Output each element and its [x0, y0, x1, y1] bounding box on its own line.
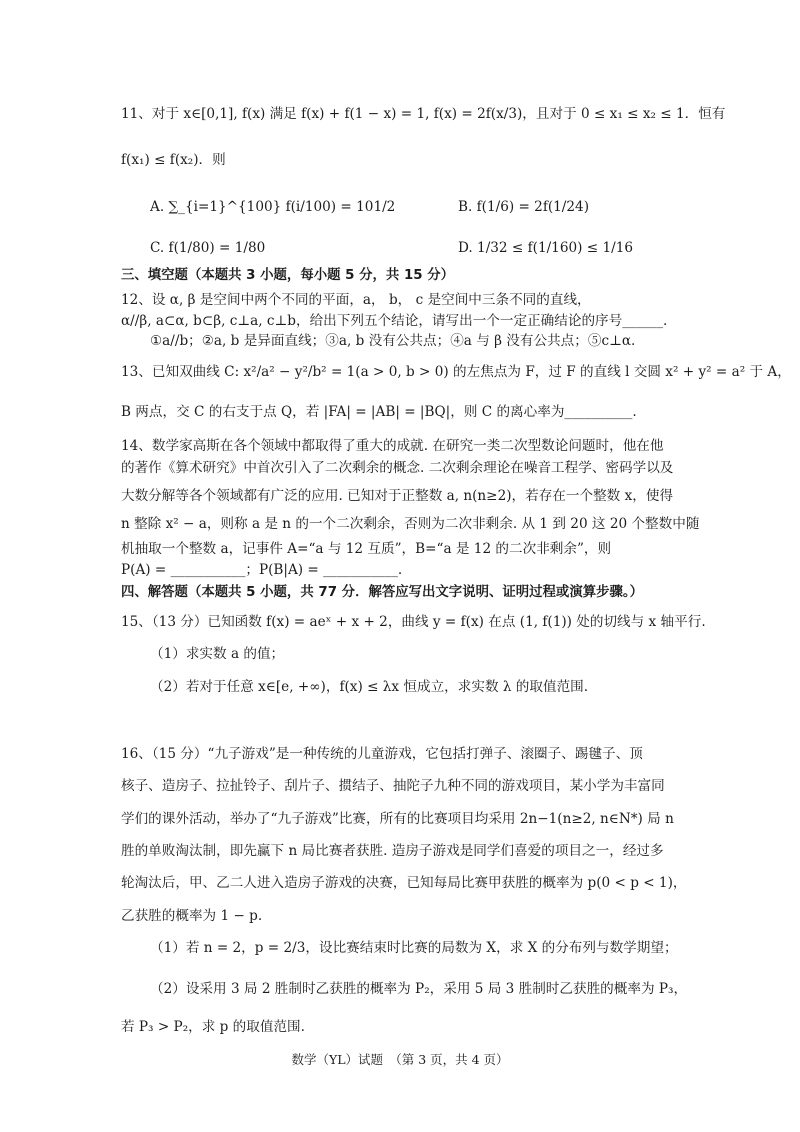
q15-stem: 15、（13 分）已知函数 f(x) = aeˣ + x + 2，曲线 y = f(x) 在点 (1, f(1)) 处的切线与 x 轴平行.: [121, 614, 706, 630]
q16-line4: 胜的单败淘汰制，即先赢下 n 局比赛者获胜. 造房子游戏是同学们喜爱的项目之一，经过多: [121, 843, 664, 859]
q13-line1: 13、已知双曲线 C: x²/a² − y²/b² = 1(a > 0, b > 0) 的左焦点为 F，过 F 的直线 l 交圆 x² + y² = a² 于 A，: [121, 364, 791, 380]
q11-stem-line1: 11、对于 x∈[0,1], f(x) 满足 f(x) + f(1 − x) = 1, f(x) = 2f(x/3)，且对于 0 ≤ x₁ ≤ x₂ ≤ 1．恒有: [121, 106, 726, 122]
q15-part1: （1）求实数 a 的值；: [150, 646, 285, 662]
page-footer: 数学（YL）试题 （第 3 页，共 4 页）: [291, 1052, 509, 1067]
q11-option-d: D. 1/32 ≤ f(1/160) ≤ 1/16: [458, 240, 633, 256]
q16-part2: （2）设采用 3 局 2 胜制时乙获胜的概率为 P₂，采用 5 局 3 胜制时乙获胜的概率为 P₃，: [150, 981, 688, 997]
q12-line2: α//β, a⊂α, b⊂β, c⊥a, c⊥b，给出下列五个结论，请写出一个一定正确结论的序号______.: [121, 313, 668, 329]
q14-line6: P(A) = ___________；P(B|A) = ___________.: [121, 562, 403, 578]
q14-line5: 机抽取一个整数 a，记事件 A=“a 与 12 互质”，B=“a 是 12 的二次非剩余”，则: [121, 541, 612, 557]
section-4-title: 四、解答题（本题共 5 小题，共 77 分．解答应写出文字说明、证明过程或演算步骤。）: [121, 585, 643, 600]
q16-line3: 学们的课外活动，举办了“九子游戏”比赛，所有的比赛项目均采用 2n−1(n≥2, n∈N*) 局 n: [121, 811, 674, 827]
q11-stem-line2: f(x₁) ≤ f(x₂)．则: [121, 152, 226, 168]
q11-option-c: C. f(1/80) = 1/80: [150, 240, 266, 256]
q11-option-a: A. ∑_{i=1}^{100} f(i/100) = 101/2: [150, 199, 396, 215]
q12-line3: ①a//b；②a, b 是异面直线；③a, b 没有公共点；④a 与 β 没有公共点；⑤c⊥α.: [150, 333, 636, 349]
q16-line2: 核子、造房子、拉扯铃子、刮片子、掼结子、抽陀子九种不同的游戏项目，某小学为丰富同: [121, 778, 665, 794]
q16-line5: 轮淘汰后，甲、乙二人进入造房子游戏的决赛，已知每局比赛甲获胜的概率为 p(0 < p < 1)，: [121, 875, 687, 891]
q16-part3: 若 P₃ > P₂，求 p 的取值范围.: [121, 1019, 305, 1035]
q16-part1: （1）若 n = 2，p = 2/3，设比赛结束时比赛的局数为 X，求 X 的分布列与数学期望；: [150, 940, 678, 956]
q16-line6: 乙获胜的概率为 1 − p.: [121, 908, 263, 924]
q12-line1: 12、设 α, β 是空间中两个不同的平面，a， b， c 是空间中三条不同的直线，: [121, 292, 591, 308]
q16-line1: 16、（15 分）“九子游戏”是一种传统的儿童游戏，它包括打弹子、滚圈子、踢毽子、顶: [121, 746, 643, 762]
q14-line4: n 整除 x² − a，则称 a 是 n 的一个二次剩余，否则为二次非剩余. 从 1 到 20 这 20 个整数中随: [121, 516, 700, 532]
q14-line1: 14、数学家高斯在各个领域中都取得了重大的成就. 在研究一类二次型数论问题时，他在他: [121, 438, 664, 454]
q14-line2: 的著作《算术研究》中首次引入了二次剩余的概念. 二次剩余理论在噪音工程学、密码学以及: [121, 460, 674, 476]
q11-option-b: B. f(1/6) = 2f(1/24): [458, 199, 589, 215]
q14-line3: 大数分解等各个领域都有广泛的应用. 已知对于正整数 a, n(n≥2)，若存在一个整数 x，使得: [121, 488, 674, 504]
q13-line2: B 两点，交 C 的右支于点 Q，若 |FA| = |AB| = |BQ|，则 C 的离心率为__________.: [121, 404, 637, 420]
q15-part2: （2）若对于任意 x∈[e, +∞)，f(x) ≤ λx 恒成立，求实数 λ 的取值范围.: [150, 679, 589, 695]
section-3-title: 三、填空题（本题共 3 小题，每小题 5 分，共 15 分）: [121, 268, 455, 283]
